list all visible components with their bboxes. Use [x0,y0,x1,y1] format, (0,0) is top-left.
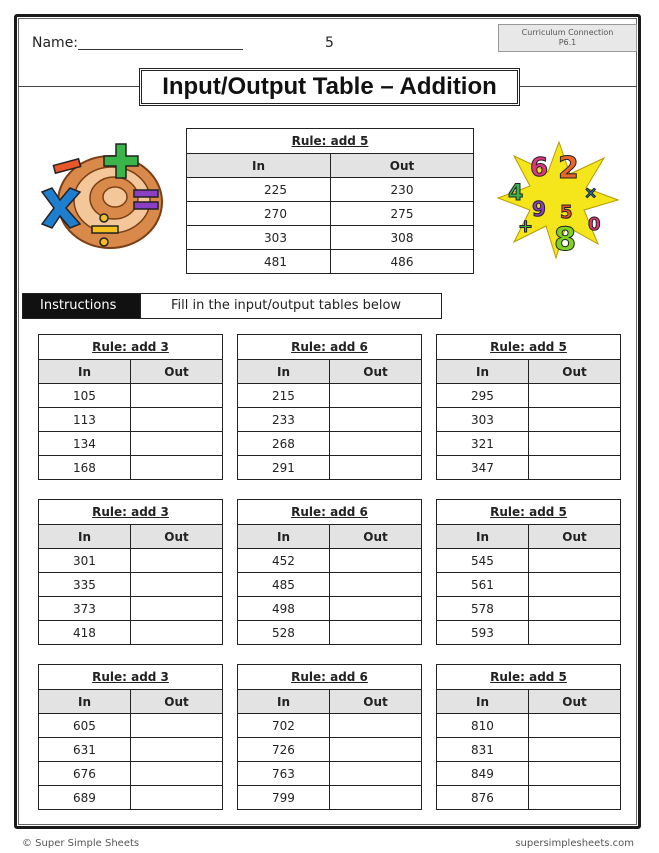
example-out-cell: 230 [331,178,474,202]
table-rule: Rule: add 3 [39,335,223,360]
in-cell: 593 [437,621,529,645]
out-answer-cell[interactable] [529,762,621,786]
page-number: 5 [325,35,334,51]
io-table [38,334,223,480]
out-header: Out [529,690,621,714]
out-answer-cell[interactable] [330,573,422,597]
in-cell: 763 [238,762,330,786]
out-answer-cell[interactable] [330,621,422,645]
in-cell: 799 [238,786,330,810]
out-answer-cell[interactable] [529,714,621,738]
out-answer-cell[interactable] [529,456,621,480]
io-table [436,499,621,645]
instructions-text: Fill in the input/output tables below [140,294,441,318]
in-cell: 215 [238,384,330,408]
example-in-cell: 225 [187,178,331,202]
in-cell: 849 [437,762,529,786]
in-header: In [238,525,330,549]
curriculum-label: Curriculum Connection [521,28,614,37]
out-answer-cell[interactable] [131,738,223,762]
out-header: Out [529,360,621,384]
svg-text:9: 9 [532,197,546,221]
svg-text:0: 0 [588,214,601,235]
out-answer-cell[interactable] [529,408,621,432]
table-rule: Rule: add 3 [39,665,223,690]
out-answer-cell[interactable] [330,456,422,480]
in-cell: 303 [437,408,529,432]
out-header: Out [330,360,422,384]
in-header: In [437,690,529,714]
example-out-cell: 308 [331,226,474,250]
out-answer-cell[interactable] [529,786,621,810]
in-cell: 295 [437,384,529,408]
in-header: In [238,360,330,384]
table-rule: Rule: add 6 [238,335,422,360]
example-out-cell: 486 [331,250,474,274]
instructions-bar [22,293,442,319]
in-header: In [39,525,131,549]
example-out-cell: 275 [331,202,474,226]
out-answer-cell[interactable] [330,384,422,408]
name-label: Name: [32,35,79,51]
in-cell: 702 [238,714,330,738]
example-in-cell: 481 [187,250,331,274]
svg-text:2: 2 [558,151,579,186]
in-cell: 810 [437,714,529,738]
svg-text:×: × [584,183,598,202]
out-header: Out [330,525,422,549]
out-answer-cell[interactable] [330,408,422,432]
svg-text:4: 4 [508,181,524,206]
out-header: Out [330,690,422,714]
in-cell: 726 [238,738,330,762]
out-answer-cell[interactable] [131,762,223,786]
io-table [237,334,422,480]
in-cell: 545 [437,549,529,573]
out-header: Out [529,525,621,549]
out-answer-cell[interactable] [131,714,223,738]
out-answer-cell[interactable] [131,432,223,456]
out-answer-cell[interactable] [131,408,223,432]
in-cell: 605 [39,714,131,738]
in-header: In [238,690,330,714]
table-rule: Rule: add 6 [238,665,422,690]
example-rule: Rule: add 5 [187,129,474,154]
in-cell: 452 [238,549,330,573]
example-in-cell: 270 [187,202,331,226]
table-rule: Rule: add 3 [39,500,223,525]
out-header: Out [131,360,223,384]
io-table [38,499,223,645]
out-answer-cell[interactable] [131,597,223,621]
in-cell: 418 [39,621,131,645]
in-header: In [39,360,131,384]
in-cell: 291 [238,456,330,480]
in-cell: 689 [39,786,131,810]
out-answer-cell[interactable] [330,786,422,810]
out-answer-cell[interactable] [529,384,621,408]
svg-text:5: 5 [560,202,573,223]
svg-text:6: 6 [530,153,549,183]
example-in-cell: 303 [187,226,331,250]
in-cell: 373 [39,597,131,621]
example-table [186,128,474,274]
math-symbols-swirl-icon [38,140,166,255]
in-cell: 831 [437,738,529,762]
out-answer-cell[interactable] [131,456,223,480]
out-answer-cell[interactable] [529,549,621,573]
out-answer-cell[interactable] [330,762,422,786]
page-title: Input/Output Table – Addition [139,68,520,106]
in-header: In [437,360,529,384]
out-answer-cell[interactable] [529,738,621,762]
out-answer-cell[interactable] [131,549,223,573]
out-answer-cell[interactable] [131,384,223,408]
out-answer-cell[interactable] [529,432,621,456]
in-header: In [39,690,131,714]
in-cell: 498 [238,597,330,621]
out-answer-cell[interactable] [131,573,223,597]
out-header: Out [131,525,223,549]
in-cell: 134 [39,432,131,456]
example-in-header: In [187,154,331,178]
out-answer-cell[interactable] [529,573,621,597]
io-table [237,499,422,645]
curriculum-connection-box [498,24,637,52]
out-answer-cell[interactable] [131,621,223,645]
website-text: supersimplesheets.com [515,838,634,849]
svg-text:8: 8 [554,220,577,258]
out-answer-cell[interactable] [330,738,422,762]
svg-text:+: + [518,216,534,237]
curriculum-code: P6.1 [558,38,577,47]
table-rule: Rule: add 6 [238,500,422,525]
table-rule: Rule: add 5 [437,335,621,360]
io-table [38,664,223,810]
out-answer-cell[interactable] [529,597,621,621]
in-cell: 676 [39,762,131,786]
copyright-text: © Super Simple Sheets [22,838,140,849]
example-out-header: Out [331,154,474,178]
in-cell: 268 [238,432,330,456]
in-cell: 485 [238,573,330,597]
instructions-label: Instructions [23,294,140,318]
in-cell: 335 [39,573,131,597]
out-answer-cell[interactable] [330,432,422,456]
in-cell: 561 [437,573,529,597]
in-cell: 578 [437,597,529,621]
out-answer-cell[interactable] [529,621,621,645]
io-table [436,664,621,810]
out-answer-cell[interactable] [330,549,422,573]
out-answer-cell[interactable] [131,786,223,810]
in-cell: 528 [238,621,330,645]
out-answer-cell[interactable] [330,714,422,738]
in-cell: 321 [437,432,529,456]
io-table [237,664,422,810]
in-header: In [437,525,529,549]
table-rule: Rule: add 5 [437,665,621,690]
table-rule: Rule: add 5 [437,500,621,525]
in-cell: 233 [238,408,330,432]
in-cell: 301 [39,549,131,573]
out-answer-cell[interactable] [330,597,422,621]
in-cell: 876 [437,786,529,810]
name-field[interactable] [78,49,243,50]
in-cell: 347 [437,456,529,480]
in-cell: 113 [39,408,131,432]
colorful-numbers-burst-icon [496,138,622,260]
in-cell: 105 [39,384,131,408]
in-cell: 631 [39,738,131,762]
out-header: Out [131,690,223,714]
io-table [436,334,621,480]
in-cell: 168 [39,456,131,480]
